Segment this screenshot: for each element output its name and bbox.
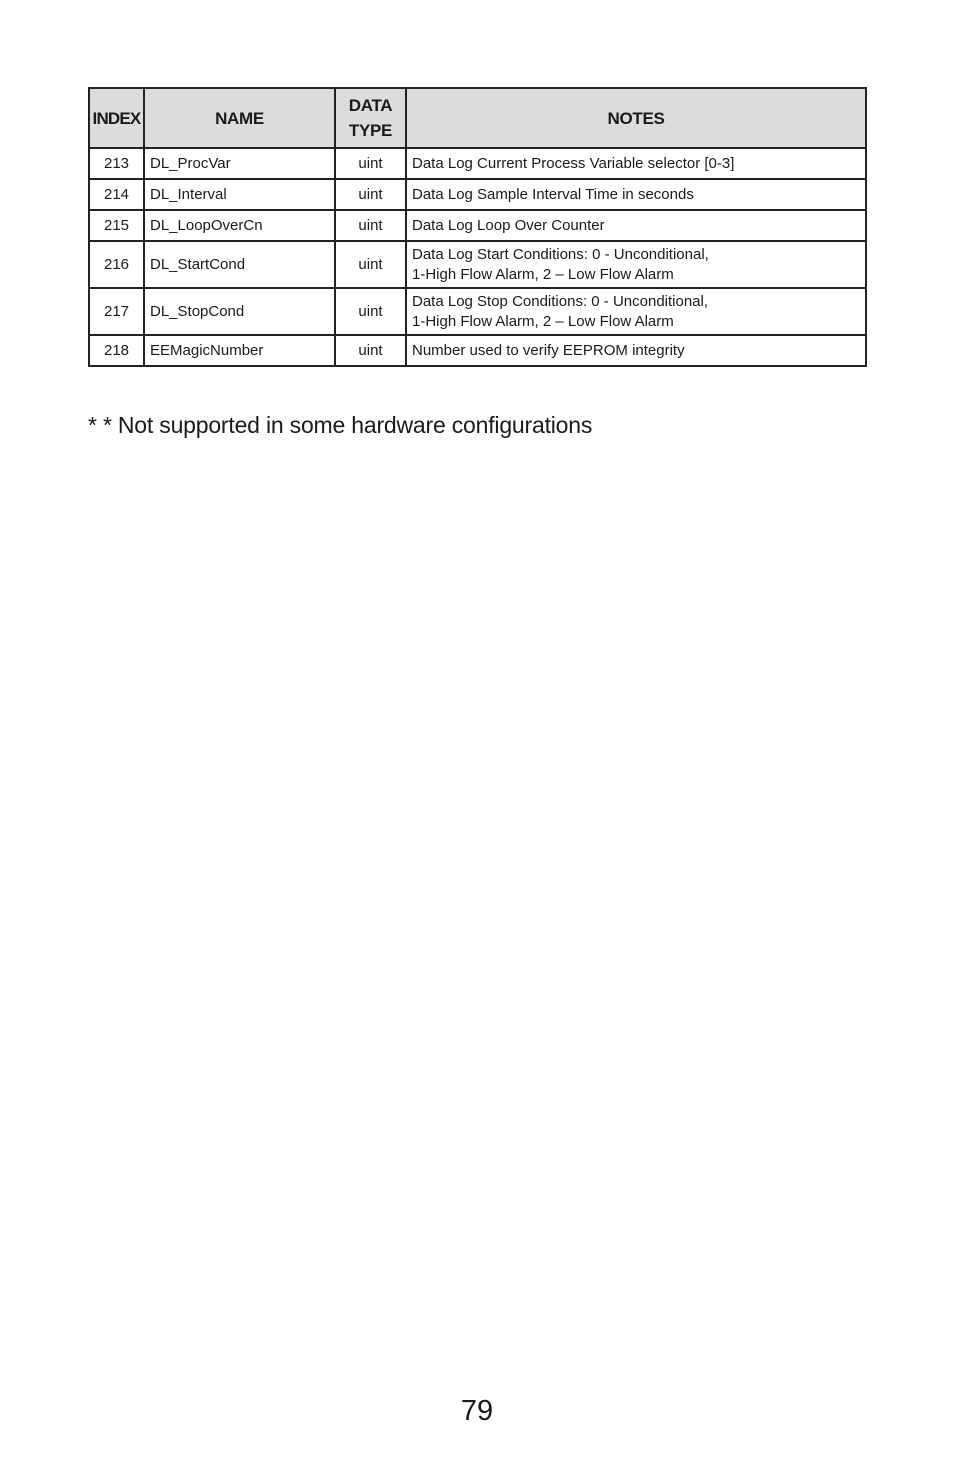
header-data-type-line1: DATA (348, 96, 393, 115)
cell-data-type: uint (335, 148, 406, 179)
cell-notes: Data Log Current Process Variable selector [0-3] (406, 148, 866, 179)
table-row (89, 148, 866, 179)
cell-name: DL_Interval (144, 179, 335, 210)
header-data-type-line2: TYPE (348, 121, 393, 140)
table-row (89, 335, 866, 366)
table-row (89, 210, 866, 241)
cell-index: 213 (89, 148, 144, 179)
cell-index: 216 (89, 241, 144, 288)
cell-data-type: uint (335, 241, 406, 288)
cell-notes: Data Log Loop Over Counter (406, 210, 866, 241)
cell-name: DL_LoopOverCn (144, 210, 335, 241)
table-row (89, 179, 866, 210)
cell-name: DL_StartCond (144, 241, 335, 288)
cell-data-type: uint (335, 179, 406, 210)
cell-index: 217 (89, 288, 144, 335)
cell-data-type: uint (335, 210, 406, 241)
register-table-container (88, 87, 865, 367)
header-data-type (335, 88, 406, 148)
page-number: 79 (460, 1395, 494, 1427)
cell-name: DL_ProcVar (144, 148, 335, 179)
header-name: NAME (144, 88, 335, 148)
header-index: INDEX (89, 88, 144, 148)
table-row (89, 288, 866, 335)
cell-name: DL_StopCond (144, 288, 335, 335)
cell-data-type: uint (335, 335, 406, 366)
header-notes: NOTES (406, 88, 866, 148)
table-header-row (89, 88, 866, 148)
cell-index: 215 (89, 210, 144, 241)
footnote: * * Not supported in some hardware configurations (88, 412, 593, 438)
cell-notes: Number used to verify EEPROM integrity (406, 335, 866, 366)
cell-notes: Data Log Sample Interval Time in seconds (406, 179, 866, 210)
cell-data-type: uint (335, 288, 406, 335)
cell-name: EEMagicNumber (144, 335, 335, 366)
table-row (89, 241, 866, 288)
register-table (88, 87, 867, 367)
cell-notes: Data Log Stop Conditions: 0 - Unconditional, 1-High Flow Alarm, 2 – Low Flow Alarm (406, 288, 866, 335)
cell-notes: Data Log Start Conditions: 0 - Unconditional, 1-High Flow Alarm, 2 – Low Flow Alarm (406, 241, 866, 288)
cell-index: 218 (89, 335, 144, 366)
cell-index: 214 (89, 179, 144, 210)
